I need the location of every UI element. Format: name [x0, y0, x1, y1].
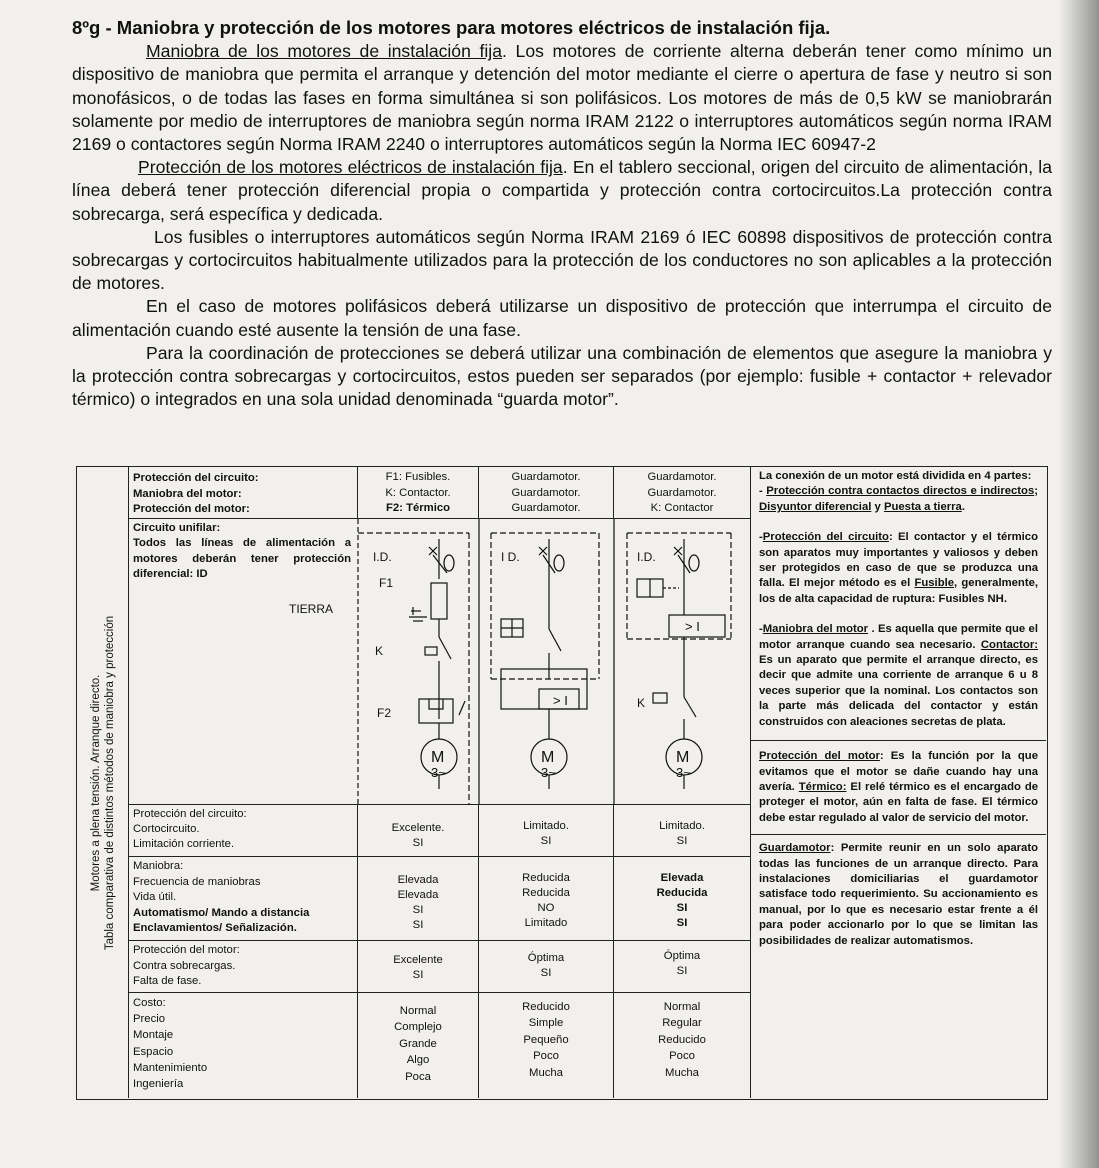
- svg-text:> I: > I: [685, 619, 700, 634]
- k-label-col1: K: [375, 644, 384, 658]
- row-label: Costo:: [133, 997, 166, 1009]
- cell-value: SI: [412, 969, 424, 981]
- cell-value: SI: [540, 835, 552, 847]
- cell-value: SI: [676, 917, 688, 929]
- vertical-label-line-2: Tabla comparativa de distintos métodos de maniobra y protección: [103, 615, 116, 950]
- id-label-col3: I.D.: [637, 550, 656, 564]
- paragraph-proteccion-text: . En el tablero seccional, origen del circuito de alimentación, la línea deberá tener protección diferencial propia o compartida y protección contra cortocircuitos.La protección contra sobrecarga, será específica y dedicada.: [72, 157, 1052, 224]
- explanation-guardamotor: Guardamotor: Permite reunir en un solo aparato todas las funciones de un arranque directo. Para instalaciones domiciliarias el guardamotor satisface todo requerimiento. Su accionamiento es manual, por lo que es necesario estar frente a él para poder accionarlo por lo que se limitan las posibilidades de realizar automatismos.: [759, 842, 1038, 947]
- cell-value: Reducido: [658, 1033, 706, 1046]
- explanation-circuit: -Protección del circuito: El contactor y el térmico son aparatos muy importantes y valiosos y deben ser protegidos en caso de que se produzca una falla. El mejor método es el Fusible, generalmente, los de alta capacidad de ruptura: Fusibles NH.: [759, 531, 1039, 605]
- row-label: Precio: [133, 1013, 166, 1026]
- cell-value: Reducida: [522, 872, 570, 884]
- row-label: Contra sobrecargas.: [133, 959, 236, 972]
- diagram-row: [129, 519, 750, 805]
- tierra-label: TIERRA: [289, 602, 334, 616]
- cell-value: Excelente: [393, 954, 443, 966]
- cell-value: Regular: [662, 1017, 702, 1030]
- motor-3-col3: 3~: [676, 765, 691, 780]
- row-label: Vida útil.: [133, 891, 177, 904]
- motor-m-col1: M: [431, 749, 445, 766]
- table-row: [129, 857, 750, 941]
- cell-value: SI: [676, 835, 688, 847]
- cell-value: Mucha: [665, 1066, 699, 1079]
- cell-value: Simple: [528, 1017, 564, 1030]
- header-col1: F2: Térmico: [385, 502, 451, 514]
- diagram-label-text: Todos las líneas de alimentación a motores deberán tener protección diferencial: ID: [133, 537, 351, 580]
- row-label: Limitación corriente.: [133, 838, 235, 851]
- row-label: Enclavamientos/ Señalización.: [133, 922, 297, 935]
- row-label: Montaje: [133, 1029, 174, 1042]
- table-row: [129, 805, 750, 857]
- explanation-intro: La conexión de un motor está dividida en 4 partes:: [759, 470, 1032, 482]
- cell-value: Pequeño: [523, 1033, 569, 1046]
- cell-value: NO: [537, 902, 555, 914]
- table-row: [129, 993, 750, 1098]
- cell-value: SI: [540, 967, 552, 979]
- header-label: Protección del circuito:: [133, 472, 259, 484]
- diagram-label-title: Circuito unifilar:: [133, 522, 221, 534]
- row-label: Ingeniería: [133, 1078, 184, 1091]
- svg-text:> I: > I: [553, 693, 568, 708]
- explanation-contacts: - Protección contra contactos directos e indirectos; Disyuntor diferencial y Puesta a tierra.: [759, 485, 1038, 513]
- paragraph-proteccion: [72, 156, 1052, 226]
- row-label: Automatismo/ Mando a distancia: [133, 906, 310, 919]
- proteccion-heading-link: Protección de los motores eléctricos de instalación fija: [138, 157, 563, 178]
- motor-m-col2: M: [541, 749, 555, 766]
- cell-value: Óptima: [663, 950, 701, 962]
- id-label-col1: I.D.: [373, 550, 392, 564]
- maniobra-heading-link: Maniobra de los motores de instalación fija: [146, 41, 503, 62]
- paragraph-coordinacion: Para la coordinación de protecciones se deberá utilizar una combinación de elementos que asegure la maniobra y la protección contra sobrecargas y cortocircuitos, estos pueden ser separados (por ejemplo: fusible + contactor + relevador térmico) o integrados en una sola unidad denominada “guarda motor”.: [72, 342, 1052, 410]
- cell-value: Elevada: [660, 872, 704, 884]
- cell-value: Poco: [533, 1050, 559, 1063]
- header-label: Protección del motor:: [133, 503, 250, 515]
- row-label: Cortocircuito.: [133, 823, 200, 836]
- comparison-table: [76, 466, 1048, 1100]
- table-header-row: [129, 467, 750, 519]
- cell-value: Complejo: [394, 1021, 442, 1034]
- header-col1: K: Contactor.: [385, 486, 451, 499]
- cell-value: Reducida: [656, 887, 708, 899]
- explanation-maniobra: -Maniobra del motor . Es aquella que permite que el motor arranque cuando sea necesario. Contactor: Es un aparato que permite el arranque directo, es decir que admite una corriente de arranque 6 u 8 veces superior que la nominal. Los contactos son la parte más delicada del contactor y están construidos con aleaciones secretas de plata.: [759, 623, 1038, 728]
- header-col2: Guardamotor.: [511, 486, 581, 499]
- f1-label: F1: [379, 576, 394, 590]
- cell-value: SI: [412, 904, 424, 916]
- header-label: Maniobra del motor:: [133, 487, 242, 500]
- cell-value: Normal: [663, 1001, 701, 1013]
- id-label-col2: I D.: [501, 550, 520, 564]
- cell-value: Poco: [669, 1050, 695, 1063]
- cell-value: Elevada: [397, 874, 439, 886]
- row-label: Protección del circuito:: [133, 808, 247, 820]
- row-label: Protección del motor:: [133, 944, 240, 956]
- row-label: Maniobra:: [133, 860, 184, 872]
- cell-value: Limitado.: [659, 820, 705, 832]
- cell-value: SI: [676, 965, 688, 977]
- cell-value: Reducida: [522, 887, 570, 899]
- row-label: Falta de fase.: [133, 975, 202, 988]
- table-grid: [129, 467, 750, 1098]
- cell-value: Normal: [399, 1005, 437, 1017]
- motor-3-col2: 3~: [541, 765, 556, 780]
- k-label-col3: K: [637, 696, 646, 710]
- cell-value: Óptima: [527, 952, 565, 964]
- cell-value: Grande: [399, 1037, 437, 1050]
- header-col3: Guardamotor.: [647, 486, 717, 499]
- cell-value: Elevada: [397, 889, 439, 901]
- paragraph-maniobra: [72, 40, 1052, 156]
- cell-value: Excelente.: [391, 822, 445, 834]
- paragraph-maniobra-text: . Los motores de corriente alterna deberán tener como mínimo un dispositivo de maniobra que permita el arranque y detención del motor mediante el cierre o apertura de fase y neutro si son monofásicos, o de todas las fases en forma simultánea si son polifásicos. Los motores de más de 0,5 kW se maniobrarán solamente por medio de interruptores de maniobra según norma IRAM 2122 o interruptores automáticos según norma IRAM 2169 o contactores según Norma IRAM 2240 o interruptores automáticos según la Norma IEC 60947-2: [72, 41, 1052, 155]
- row-label: Espacio: [133, 1045, 174, 1058]
- single-line-diagrams: [129, 519, 750, 805]
- paragraph-fusibles: Los fusibles o interruptores automáticos según Norma IRAM 2169 ó IEC 60898 dispositivos de protección contra sobrecargas y cortocircuitos habitualmente utilizados para la protección de los conductores no son aplicables a la protección de motores.: [72, 226, 1052, 294]
- cell-value: Limitado.: [523, 820, 569, 832]
- cell-value: SI: [412, 837, 424, 849]
- header-col3: Guardamotor.: [647, 471, 717, 483]
- explanation-column: [750, 467, 1046, 1098]
- motor-3-col1: 3~: [431, 765, 446, 780]
- document-body: [72, 16, 1052, 411]
- header-col2: Guardamotor.: [511, 471, 581, 483]
- header-col1: F1: Fusibles.: [385, 471, 451, 483]
- explanation-proteccion-motor: Protección del motor: Es la función por la que evitamos que el motor se dañe cuando hay una avería. Térmico: El relé térmico es el encargado de proteger el motor, aún en falta de fase. El térmico debe estar regulado al valor de servicio del motor.: [759, 750, 1038, 824]
- table-row: [129, 941, 750, 993]
- motor-m-col3: M: [676, 749, 690, 766]
- cell-value: Reducido: [522, 1001, 570, 1013]
- header-col3: K: Contactor: [650, 502, 714, 514]
- cell-value: Limitado: [524, 917, 568, 929]
- cell-value: Algo: [406, 1054, 430, 1067]
- cell-value: SI: [676, 902, 688, 914]
- cell-value: SI: [412, 919, 424, 931]
- header-col2: Guardamotor.: [511, 502, 581, 514]
- row-label: Mantenimiento: [133, 1061, 208, 1074]
- f2-label: F2: [377, 706, 392, 720]
- page-edge-shadow: [1059, 0, 1099, 1168]
- cell-value: Mucha: [529, 1066, 563, 1079]
- row-label: Frecuencia de maniobras: [133, 875, 261, 888]
- paragraph-polifasicos: En el caso de motores polifásicos deberá utilizarse un dispositivo de protección que interrumpa el circuito de alimentación cuando esté ausente la tensión de una fase.: [72, 296, 1052, 340]
- table-vertical-label: [77, 467, 129, 1098]
- section-heading: 8ºg - Maniobra y protección de los motores para motores eléctricos de instalación fija.: [72, 17, 831, 38]
- cell-value: Poca: [405, 1070, 431, 1083]
- vertical-label-line-1: Motores a plena tensión. Arranque directo.: [89, 674, 102, 891]
